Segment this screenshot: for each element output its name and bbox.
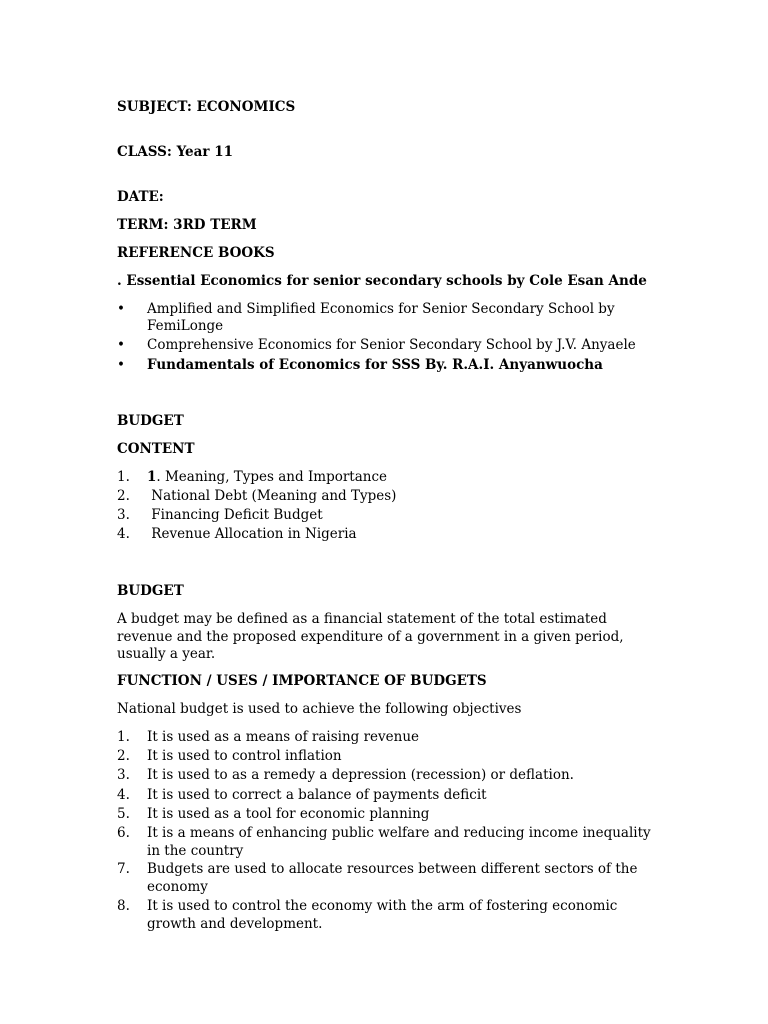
function-item: It is used as a means of raising revenue xyxy=(147,729,420,745)
content-item: Financing Deficit Budget xyxy=(147,507,323,523)
list-number: 7. xyxy=(117,861,130,877)
list-number: 4. xyxy=(117,526,130,542)
list-number: 3. xyxy=(117,767,130,783)
list-number: 1. xyxy=(117,729,130,745)
list-number: 2. xyxy=(117,488,130,504)
reference-first-item: . Essential Economics for senior secondary schools by Cole Esan Ande xyxy=(117,273,647,289)
reference-item: Comprehensive Economics for Senior Secondary School by J.V. Anyaele xyxy=(147,337,636,353)
subject-line: SUBJECT: ECONOMICS xyxy=(117,99,296,115)
list-number: 4. xyxy=(117,787,130,803)
content-heading: CONTENT xyxy=(117,441,195,457)
term-line: TERM: 3RD TERM xyxy=(117,217,257,233)
function-item: It is a means of enhancing public welfare and reducing income inequality in the country xyxy=(147,825,651,859)
bullet-icon: • xyxy=(117,301,125,317)
budget-heading: BUDGET xyxy=(117,413,184,429)
list-number: 2. xyxy=(117,748,130,764)
functions-intro: National budget is used to achieve the following objectives xyxy=(117,701,522,717)
class-line: CLASS: Year 11 xyxy=(117,144,233,160)
function-item: It is used as a tool for economic planning xyxy=(147,806,430,822)
list-number: 1. xyxy=(117,469,130,485)
content-item: Revenue Allocation in Nigeria xyxy=(147,526,357,542)
function-item: It is used to control inflation xyxy=(147,748,342,764)
list-number: 6. xyxy=(117,825,130,841)
content-item: National Debt (Meaning and Types) xyxy=(147,488,397,504)
bullet-icon: • xyxy=(117,357,125,373)
functions-heading: FUNCTION / USES / IMPORTANCE OF BUDGETS xyxy=(117,673,487,689)
content-item-bold-number: 1 xyxy=(147,469,157,485)
date-line: DATE: xyxy=(117,189,164,205)
function-item: It is used to as a remedy a depression (recession) or deflation. xyxy=(147,767,574,783)
list-number: 8. xyxy=(117,898,130,914)
budget-definition-heading: BUDGET xyxy=(117,583,184,599)
list-number: 5. xyxy=(117,806,130,822)
bullet-icon: • xyxy=(117,337,125,353)
reference-books-heading: REFERENCE BOOKS xyxy=(117,245,275,261)
content-item xyxy=(147,469,667,487)
list-number: 3. xyxy=(117,507,130,523)
function-item: Budgets are used to allocate resources between different sectors of the economy xyxy=(147,861,638,895)
reference-item: Fundamentals of Economics for SSS By. R.A.I. Anyanwuocha xyxy=(147,357,603,373)
function-item: It is used to control the economy with the arm of fostering economic growth and development. xyxy=(147,898,618,932)
content-item-text: . Meaning, Types and Importance xyxy=(156,469,388,485)
budget-definition-text: A budget may be defined as a financial statement of the total estimated revenue and the proposed expenditure of a government in a given period, usually a year. xyxy=(117,611,624,662)
reference-item: Amplified and Simplified Economics for Senior Secondary School by FemiLonge xyxy=(147,301,615,334)
function-item: It is used to correct a balance of payments deficit xyxy=(147,787,487,803)
